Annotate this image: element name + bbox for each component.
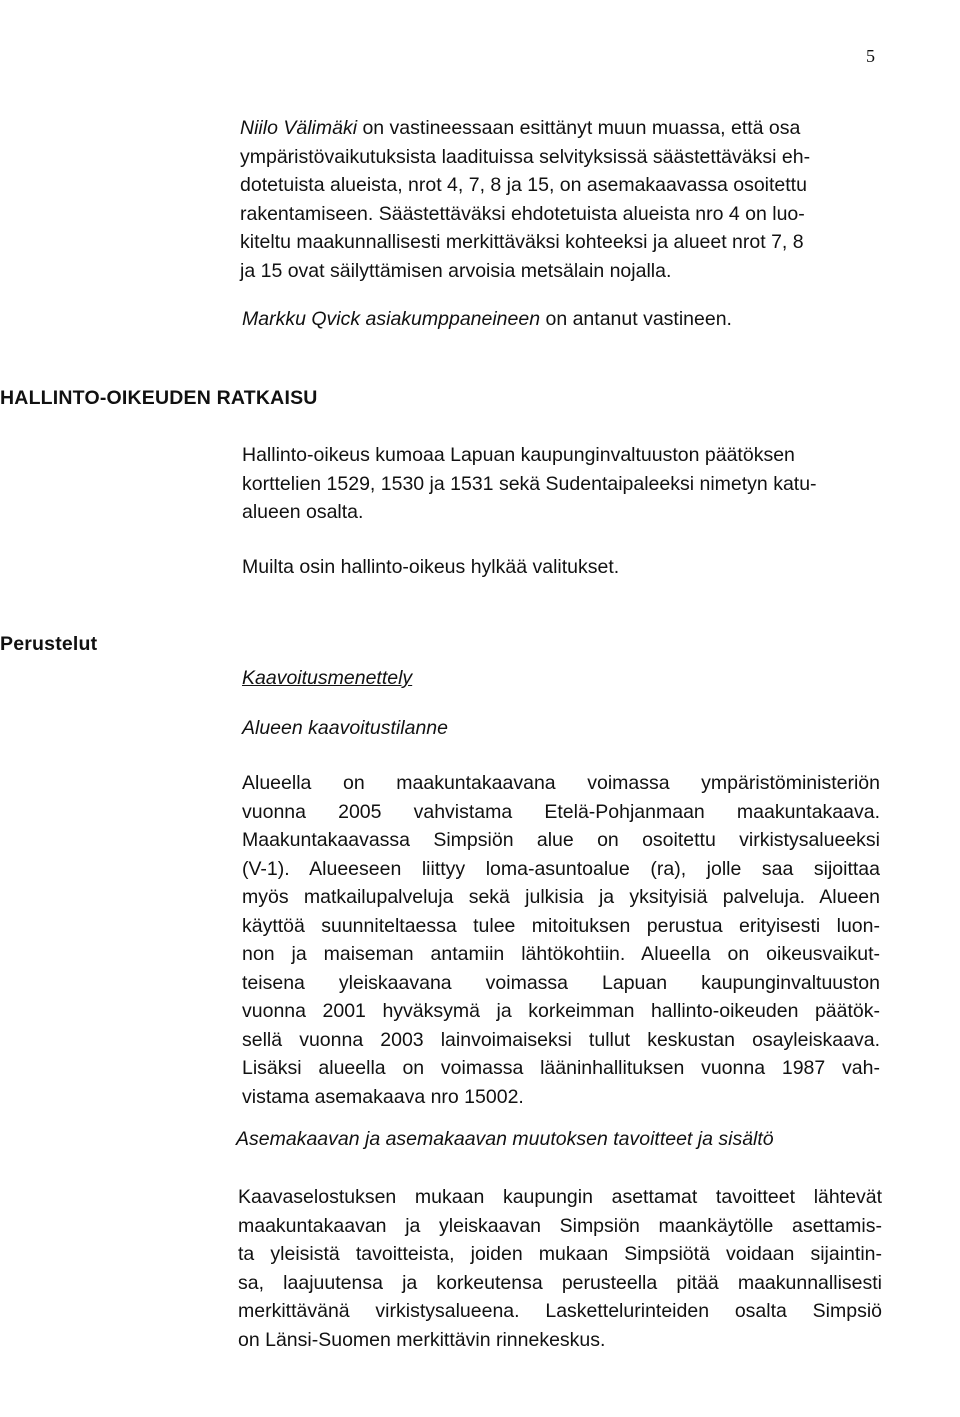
reasons-heading: Perustelut	[0, 633, 98, 655]
text-line: rakentamiseen. Säästettäväksi ehdotetuista alueista nro 4 on luo-	[240, 202, 805, 225]
text-line: vuonna 2001 hyväksymä ja korkeimman hallinto-oikeuden päätök-	[242, 1000, 880, 1022]
text-line: korttelien 1529, 1530 ja 1531 sekä Sudentaipaleeksi nimetyn katu-	[242, 472, 817, 495]
text-line: non ja maiseman antamiin lähtökohtiin. Alueella on oikeusvaikut-	[242, 943, 880, 965]
text-line: Lisäksi alueella on voimassa lääninhallituksen vuonna 1987 vah-	[242, 1057, 880, 1079]
text-line: vuonna 2005 vahvistama Etelä-Pohjanmaan maakuntakaava.	[242, 800, 880, 823]
text-line: myös matkailupalveluja sekä julkisia ja yksityisiä palveluja. Alueen	[242, 886, 880, 908]
text-line: ta yleisistä tavoitteista, joiden mukaan Simpsiötä voidaan sijaintin-	[238, 1243, 882, 1265]
intro-first-line	[240, 114, 876, 143]
text-line: ja 15 ovat säilyttämisen arvoisia metsälain nojalla.	[240, 259, 672, 282]
subheading-text: Kaavoitusmenettely	[242, 667, 413, 689]
intro-first-line-text: on vastineessaan esittänyt muun muassa, että osa	[357, 117, 801, 139]
zoning-status-subheading	[242, 714, 448, 743]
text-line: Maakuntakaavassa Simpsiön alue on osoitettu virkistysalueeksi	[242, 829, 880, 851]
intro-paragraph-2	[242, 305, 732, 334]
text-line: (V-1). Alueeseen liittyy loma-asuntoalue (ra), jolle saa sijoittaa	[242, 857, 880, 880]
intro-paragraph-1	[240, 114, 876, 285]
text-line: alueen osalta.	[242, 501, 364, 523]
subheading-text: Alueen kaavoitustilanne	[242, 717, 448, 739]
text-line: Alueella on maakuntakaavana voimassa ympäristöministeriön	[242, 772, 880, 794]
text-line: kiteltu maakunnallisesti merkittäväksi kohteeksi ja alueet nrot 7, 8	[240, 231, 804, 253]
zoning-paragraph	[242, 769, 880, 1111]
text-line: teisena yleiskaavana voimassa Lapuan kaupunginvaltuuston	[242, 971, 880, 994]
text-line: merkittävänä virkistysalueena. Laskettelurinteiden osalta Simpsiö	[238, 1300, 882, 1322]
decision-paragraph-2	[242, 553, 619, 582]
text-line: sellä vuonna 2003 lainvoimaiseksi tullut keskustan osayleiskaava.	[242, 1028, 880, 1051]
decision-heading: HALLINTO-OIKEUDEN RATKAISU	[0, 387, 318, 409]
text-line: on Länsi-Suomen merkittävin rinnekeskus.	[238, 1328, 606, 1351]
text-line: ympäristövaikutuksista laadituissa selvityksissä säästettäväksi eh-	[240, 145, 811, 168]
text-line: käyttöä suunniteltaessa tulee mitoituksen perustua erityisesti luon-	[242, 914, 880, 937]
page-number: 5	[866, 46, 875, 66]
text-line: sa, laajuutensa ja korkeutensa perusteella pitää maakunnallisesti	[238, 1271, 882, 1294]
text-line: Kaavaselostuksen mukaan kaupungin asettamat tavoitteet lähtevät	[238, 1186, 882, 1208]
party-name: Markku Qvick asiakumppaneineen	[242, 308, 541, 330]
party-name: Niilo Välimäki	[240, 117, 358, 139]
text-line: vistama asemakaava nro 15002.	[242, 1085, 524, 1108]
goals-paragraph	[238, 1183, 882, 1354]
text-line: dotetuista alueista, nrot 4, 7, 8 ja 15, on asemakaavassa osoitettu	[240, 174, 807, 196]
procedure-subheading	[242, 664, 412, 693]
text-line: Hallinto-oikeus kumoaa Lapuan kaupunginvaltuuston päätöksen	[242, 444, 795, 466]
decision-paragraph	[242, 441, 878, 527]
intro-second-text: on antanut vastineen.	[540, 308, 732, 330]
subheading-text: Asemakaavan ja asemakaavan muutoksen tavoitteet ja sisältö	[236, 1128, 774, 1150]
text-line: maakuntakaavan ja yleiskaavan Simpsiön maankäytölle asettamis-	[238, 1214, 882, 1237]
text-line: Muilta osin hallinto-oikeus hylkää valitukset.	[242, 556, 620, 578]
goals-subheading	[236, 1125, 774, 1154]
